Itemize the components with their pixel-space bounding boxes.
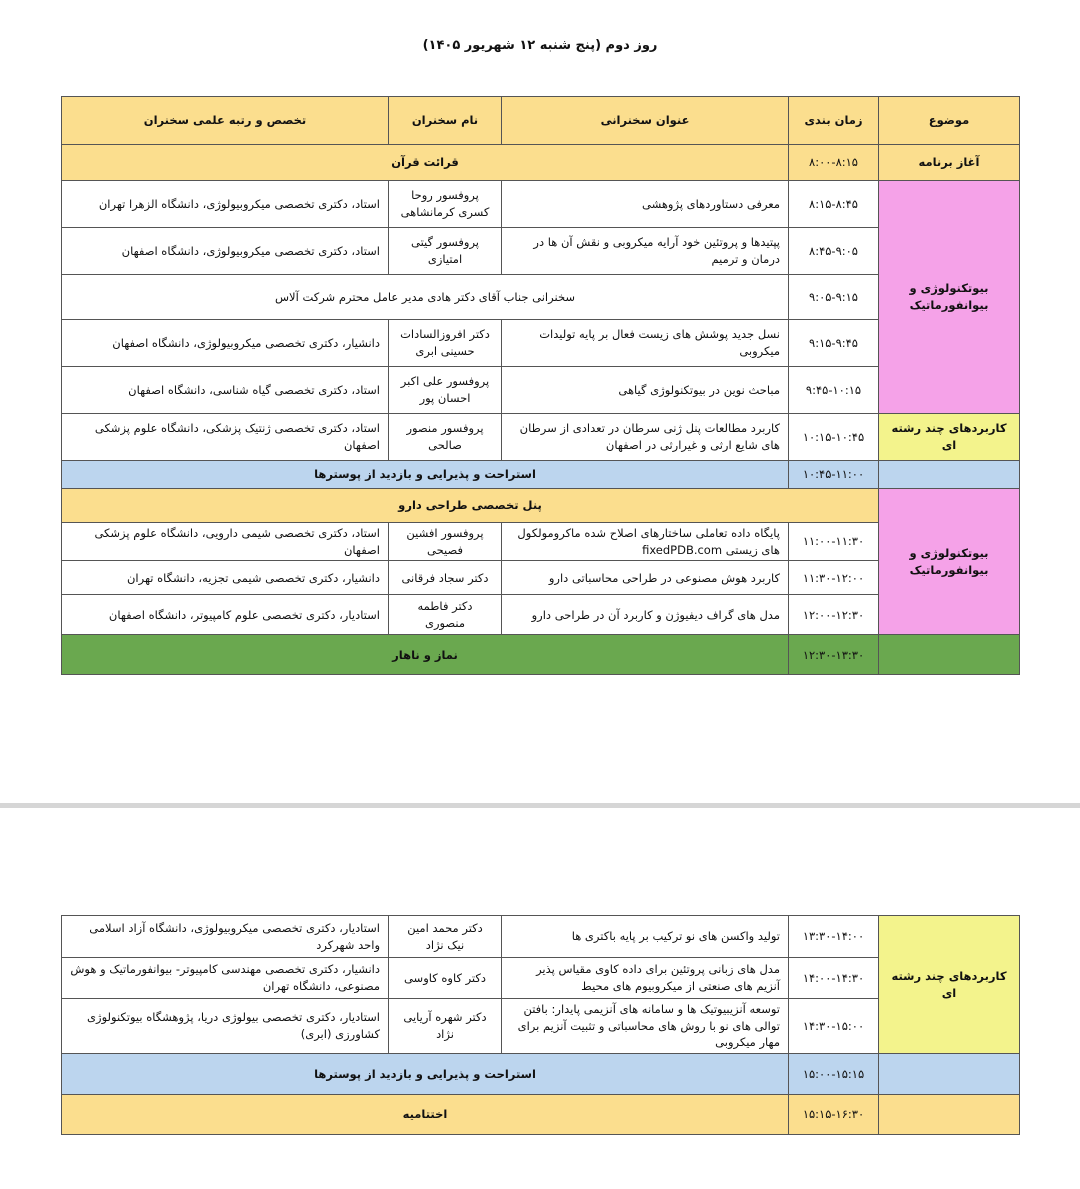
talk-title: تولید واکسن های نو ترکیب بر پایه باکتری ها bbox=[502, 916, 789, 958]
header-title: عنوان سخنرانی bbox=[502, 97, 789, 145]
speaker-specialty: استادیار، دکتری تخصصی میکروبیولوژی، دانشگاه آزاد اسلامی واحد شهرکرد bbox=[62, 916, 389, 958]
panel-title: پنل تخصصی طراحی دارو bbox=[62, 489, 879, 523]
speaker-name: دکتر فاطمه منصوری bbox=[389, 595, 502, 635]
closing-text: اختتامیه bbox=[62, 1095, 789, 1135]
talk-title: معرفی دستاوردهای پژوهشی bbox=[502, 181, 789, 228]
table-row bbox=[62, 595, 1020, 635]
panel-row bbox=[62, 489, 1020, 523]
empty-cell bbox=[879, 635, 1020, 675]
session-time: ۱۳:۳۰-۱۴:۰۰ bbox=[789, 916, 879, 958]
session-time: ۱۴:۳۰-۱۵:۰۰ bbox=[789, 999, 879, 1054]
empty-cell bbox=[879, 1054, 1020, 1095]
section-topic-interdisciplinary: کاربردهای چند رشته ای bbox=[879, 414, 1020, 461]
lunch-text: نماز و ناهار bbox=[62, 635, 789, 675]
opening-text: قرائت قرآن bbox=[62, 145, 789, 181]
session-time: ۹:۱۵-۹:۴۵ bbox=[789, 320, 879, 367]
session-time: ۱۱:۳۰-۱۲:۰۰ bbox=[789, 561, 879, 595]
sponsor-talk-text: سخنرانی جناب آقای دکتر هادی مدیر عامل محترم شرکت آلاس bbox=[62, 275, 789, 320]
table-row bbox=[62, 523, 1020, 561]
empty-cell bbox=[879, 1095, 1020, 1135]
session-time: ۱۰:۱۵-۱۰:۴۵ bbox=[789, 414, 879, 461]
speaker-specialty: دانشیار، دکتری تخصصی میکروبیولوژی، دانشگاه اصفهان bbox=[62, 320, 389, 367]
table-row bbox=[62, 999, 1020, 1054]
table-row bbox=[62, 561, 1020, 595]
header-time: زمان بندی bbox=[789, 97, 879, 145]
session-time: ۱۵:۰۰-۱۵:۱۵ bbox=[789, 1054, 879, 1095]
table-row bbox=[62, 367, 1020, 414]
talk-title: مدل های گراف دیفیوژن و کاربرد آن در طراحی دارو bbox=[502, 595, 789, 635]
schedule-table-day2 bbox=[61, 96, 1020, 675]
speaker-specialty: استاد، دکتری تخصصی شیمی دارویی، دانشگاه علوم پزشکی اصفهان bbox=[62, 523, 389, 561]
page-title: روز دوم (پنج شنبه ۱۲ شهریور ۱۴۰۵) bbox=[422, 38, 658, 53]
speaker-specialty: دانشیار، دکتری تخصصی مهندسی کامپیوتر- بیوانفورماتیک و هوش مصنوعی، دانشگاه تهران bbox=[62, 958, 389, 999]
break-row bbox=[62, 1054, 1020, 1095]
talk-title: توسعه آنزیبیوتیک ها و سامانه های آنزیمی پایدار: بافتن توالی های نو با روش های محاسباتی و تثبیت آنزیم برای مهار میکروبی bbox=[502, 999, 789, 1054]
table-row bbox=[62, 958, 1020, 999]
speaker-name: دکتر شهره آریایی نژاد bbox=[389, 999, 502, 1054]
speaker-specialty: استاد، دکتری تخصصی گیاه شناسی، دانشگاه اصفهان bbox=[62, 367, 389, 414]
break-text: استراحت و پذیرایی و بازدید از پوسترها bbox=[62, 1054, 789, 1095]
session-time: ۱۲:۳۰-۱۳:۳۰ bbox=[789, 635, 879, 675]
talk-title: پایگاه داده تعاملی ساختارهای اصلاح شده ماکرومولکول های زیستی fixedPDB.com bbox=[502, 523, 789, 561]
speaker-name: پروفسور افشین فصیحی bbox=[389, 523, 502, 561]
talk-title: نسل جدید پوشش های زیست فعال بر پایه تولیدات میکروبی bbox=[502, 320, 789, 367]
session-time: ۸:۴۵-۹:۰۵ bbox=[789, 228, 879, 275]
lunch-row bbox=[62, 635, 1020, 675]
speaker-name: پروفسور روحا کسری کرمانشاهی bbox=[389, 181, 502, 228]
session-time: ۹:۰۵-۹:۱۵ bbox=[789, 275, 879, 320]
session-time: ۹:۴۵-۱۰:۱۵ bbox=[789, 367, 879, 414]
break-row bbox=[62, 461, 1020, 489]
speaker-specialty: استادیار، دکتری تخصصی علوم کامپیوتر، دانشگاه اصفهان bbox=[62, 595, 389, 635]
section-topic-biotech: بیوتکنولوژی و بیوانفورماتیک bbox=[879, 181, 1020, 414]
talk-title: مدل های زبانی پروتئین برای داده کاوی مقیاس پذیر آنزیم های صنعتی از میکروبیوم های محیط bbox=[502, 958, 789, 999]
talk-title: مباحث نوین در بیوتکنولوژی گیاهی bbox=[502, 367, 789, 414]
page-divider bbox=[0, 803, 1080, 808]
section-topic-biotech: بیوتکنولوژی و بیوانفورماتیک bbox=[879, 489, 1020, 635]
session-time: ۱۲:۰۰-۱۲:۳۰ bbox=[789, 595, 879, 635]
session-time: ۱۱:۰۰-۱۱:۳۰ bbox=[789, 523, 879, 561]
opening-row bbox=[62, 145, 1020, 181]
sponsor-row bbox=[62, 275, 1020, 320]
session-time: ۸:۱۵-۸:۴۵ bbox=[789, 181, 879, 228]
speaker-specialty: استاد، دکتری تخصصی ژنتیک پزشکی، دانشگاه علوم پزشکی اصفهان bbox=[62, 414, 389, 461]
schedule-table-continued bbox=[61, 915, 1020, 1135]
section-topic-interdisciplinary: کاربردهای چند رشته ای bbox=[879, 916, 1020, 1054]
table-row bbox=[62, 181, 1020, 228]
speaker-specialty: دانشیار، دکتری تخصصی شیمی تجزیه، دانشگاه تهران bbox=[62, 561, 389, 595]
session-time: ۱۰:۴۵-۱۱:۰۰ bbox=[789, 461, 879, 489]
session-time: ۱۴:۰۰-۱۴:۳۰ bbox=[789, 958, 879, 999]
speaker-name: دکتر افروزالسادات حسینی ابری bbox=[389, 320, 502, 367]
talk-title: کاربرد مطالعات پنل ژنی سرطان در تعدادی از سرطان های شایع ارثی و غیرارثی در اصفهان bbox=[502, 414, 789, 461]
empty-cell bbox=[879, 461, 1020, 489]
header-topic: موضوع bbox=[879, 97, 1020, 145]
table-row bbox=[62, 414, 1020, 461]
speaker-name: پروفسور علی اکبر احسان پور bbox=[389, 367, 502, 414]
table-row bbox=[62, 320, 1020, 367]
table-row bbox=[62, 228, 1020, 275]
opening-time: ۸:۰۰-۸:۱۵ bbox=[789, 145, 879, 181]
header-specialty: تخصص و رتبه علمی سخنران bbox=[62, 97, 389, 145]
speaker-specialty: استاد، دکتری تخصصی میکروبیولوژی، دانشگاه اصفهان bbox=[62, 228, 389, 275]
table-row bbox=[62, 916, 1020, 958]
speaker-specialty: استاد، دکتری تخصصی میکروبیولوژی، دانشگاه الزهرا تهران bbox=[62, 181, 389, 228]
speaker-name: پروفسور گیتی امتیازی bbox=[389, 228, 502, 275]
header-name: نام سخنران bbox=[389, 97, 502, 145]
closing-row bbox=[62, 1095, 1020, 1135]
talk-title: پپتیدها و پروتئین خود آرایه میکروبی و نقش آن ها در درمان و ترمیم bbox=[502, 228, 789, 275]
speaker-specialty: استادیار، دکتری تخصصی بیولوژی دریا، پژوهشگاه بیوتکنولوژی کشاورزی (ابری) bbox=[62, 999, 389, 1054]
speaker-name: دکتر سجاد فرقانی bbox=[389, 561, 502, 595]
talk-title: کاربرد هوش مصنوعی در طراحی محاسباتی دارو bbox=[502, 561, 789, 595]
speaker-name: دکتر کاوه کاوسی bbox=[389, 958, 502, 999]
opening-topic: آغاز برنامه bbox=[879, 145, 1020, 181]
speaker-name: پروفسور منصور صالحی bbox=[389, 414, 502, 461]
speaker-name: دکتر محمد امین نیک نژاد bbox=[389, 916, 502, 958]
table-header-row bbox=[62, 97, 1020, 145]
break-text: استراحت و پذیرایی و بازدید از پوسترها bbox=[62, 461, 789, 489]
session-time: ۱۵:۱۵-۱۶:۳۰ bbox=[789, 1095, 879, 1135]
